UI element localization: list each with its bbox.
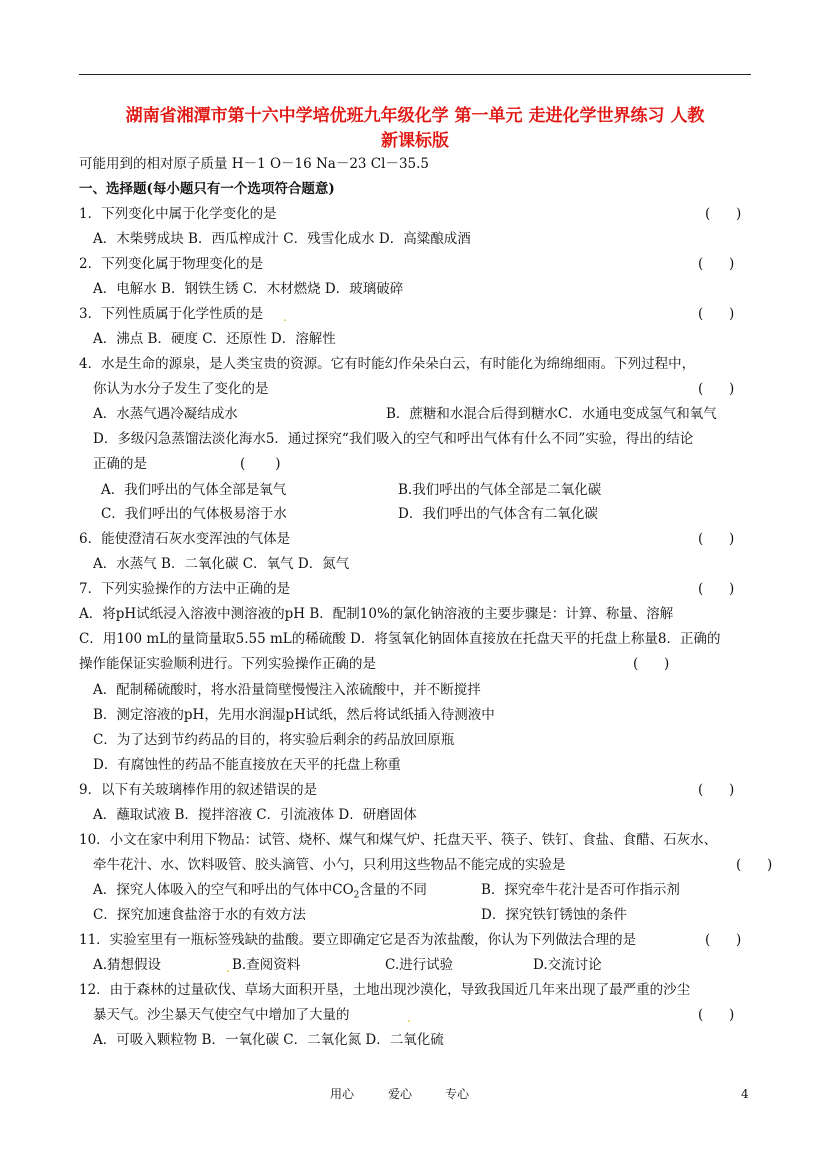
question-4-option-bc: B．蔗糖和水混合后得到糖水C．水通电变成氢气和氧气 — [386, 406, 717, 422]
question-10-option-d: D．探究铁钉锈蚀的条件 — [481, 907, 627, 923]
answer-blank-1: ( ) — [705, 206, 742, 222]
question-10-option-a-text: A．探究人体吸入的空气和呼出的气体中CO — [93, 882, 354, 898]
decorative-dot: . — [226, 961, 230, 975]
answer-blank-5: ( ) — [240, 456, 281, 472]
question-11: 11．实验室里有一瓶标签残缺的盐酸。要立即确定它是否为浓盐酸，你认为下列做法合理的是 — [79, 932, 637, 948]
question-10-option-c: C．探究加速食盐溶于水的有效方法 — [93, 907, 306, 923]
footer-text-1: 用心 — [330, 1087, 355, 1101]
question-10-option-b: B．探究牵牛花汁是否可作指示剂 — [481, 882, 680, 898]
question-2-options: A．电解水 B．钢铁生锈 C．木材燃烧 D．玻璃破碎 — [93, 281, 404, 297]
question-5-option-c: C．我们呼出的气体极易溶于水 — [101, 506, 287, 522]
answer-blank-7: ( ) — [698, 581, 735, 597]
question-5-option-d: D．我们呼出的气体含有二氧化碳 — [398, 506, 598, 522]
atomic-mass-line: 可能用到的相对原子质量 H－1 O－16 Na－23 Cl－35.5 — [79, 156, 430, 172]
question-1-options: A．木柴劈成块 B．西瓜榨成汁 C．残雪化成水 D．高粱酿成酒 — [93, 231, 471, 247]
question-12-line1: 12．由于森林的过量砍伐、草场大面积开垦，土地出现沙漠化，导致我国近几年来出现了最严重的沙尘 — [79, 982, 691, 998]
question-1: 1．下列变化中属于化学变化的是 — [79, 206, 277, 222]
question-6: 6．能使澄清石灰水变浑浊的气体是 — [79, 531, 291, 547]
question-11-option-b: B.查阅资料 — [232, 957, 301, 973]
answer-blank-6: ( ) — [698, 531, 735, 547]
question-8-option-a: A．配制稀硫酸时，将水沿量筒壁慢慢注入浓硫酸中，并不断搅拌 — [93, 682, 481, 698]
decorative-dot: . — [283, 310, 287, 324]
footer-text-2: 爱心 — [388, 1087, 413, 1101]
answer-blank-8: ( ) — [633, 656, 670, 672]
question-9-options: A．蘸取试液 B．搅拌溶液 C．引流液体 D．研磨固体 — [93, 807, 417, 823]
question-6-options: A．水蒸气 B．二氧化碳 C．氧气 D．氮气 — [93, 556, 350, 572]
question-12-line2: 暴天气。沙尘暴天气使空气中增加了大量的 — [93, 1007, 350, 1023]
question-4-line1: 4．水是生命的源泉，是人类宝贵的资源。它有时能幻作朵朵白云，有时能化为绵绵细雨。下列过程中， — [79, 356, 696, 372]
question-10-line2: 牵牛花汁、水、饮料吸管、胶头滴管、小勺，只利用这些物品不能完成的实验是 — [93, 857, 566, 873]
question-10-option-a-tail: 含量的不同 — [359, 882, 427, 898]
question-4-option-d-question-5: D．多级闪急蒸馏法淡化海水5．通过探究“我们吸入的空气和呼出气体有什么不同”实验，得出的结论 — [93, 431, 694, 447]
answer-blank-10: ( ) — [736, 857, 773, 873]
question-12-options: A．可吸入颗粒物 B．一氧化碳 C．二氧化氮 D．二氧化硫 — [93, 1032, 444, 1048]
question-8-option-d: D．有腐蚀性的药品不能直接放在天平的托盘上称重 — [93, 757, 401, 773]
document-title-line1: 湖南省湘潭市第十六中学培优班九年级化学 第一单元 走进化学世界练习 人教 — [125, 106, 705, 126]
decorative-dot: . — [407, 1011, 411, 1025]
question-9: 9．以下有关玻璃棒作用的叙述错误的是 — [79, 782, 318, 798]
answer-blank-3: ( ) — [698, 306, 735, 322]
question-5-option-b: B.我们呼出的气体全部是二氧化碳 — [398, 482, 602, 498]
question-8-option-b: B．测定溶液的pH，先用水润湿pH试纸，然后将试纸插入待测液中 — [93, 707, 495, 723]
document-title-line2: 新课标版 — [381, 131, 449, 151]
question-5-line2: 正确的是 — [93, 456, 147, 472]
answer-blank-4: ( ) — [698, 381, 735, 397]
question-10-option-a — [93, 881, 427, 905]
question-7: 7．下列实验操作的方法中正确的是 — [79, 581, 291, 597]
question-4-option-a: A．水蒸气遇冷凝结成水 — [93, 406, 238, 422]
question-8-option-c: C．为了达到节约药品的目的，将实验后剩余的药品放回原瓶 — [93, 732, 455, 748]
co2-subscript: 2 — [353, 890, 360, 901]
header-rule — [79, 74, 751, 75]
answer-blank-12: ( ) — [698, 1007, 735, 1023]
question-8-line2: 操作能保证实验顺利进行。下列实验操作正确的是 — [79, 656, 376, 672]
question-5-option-a: A．我们呼出的气体全部是氧气 — [101, 482, 287, 498]
answer-blank-9: ( ) — [698, 782, 735, 798]
question-11-option-c: C.进行试验 — [385, 957, 454, 973]
question-3: 3．下列性质属于化学性质的是 — [79, 306, 264, 322]
question-2: 2．下列变化属于物理变化的是 — [79, 256, 264, 272]
page-number: 4 — [741, 1087, 749, 1101]
question-10-line1: 10．小文在家中利用下物品：试管、烧杯、煤气和煤气炉、托盘天平、筷子、铁钉、食盐、食醋、石灰水、 — [79, 832, 718, 848]
answer-blank-11: ( ) — [705, 932, 742, 948]
question-7-options-ab: A．将pH试纸浸入溶液中测溶液的pH B．配制10%的氯化钠溶液的主要步骤是：计算、称量、溶解 — [79, 606, 674, 622]
question-11-option-d: D.交流讨论 — [533, 957, 602, 973]
question-11-option-a: A.猜想假设 — [93, 957, 162, 973]
answer-blank-2: ( ) — [698, 256, 735, 272]
question-3-options: A．沸点 B．硬度 C．还原性 D．溶解性 — [93, 331, 336, 347]
section-heading: 一、选择题(每小题只有一个选项符合题意) — [79, 181, 335, 197]
question-7-options-cd-question-8: C．用100 mL的量筒量取5.55 mL的稀硫酸 D．将氢氧化钠固体直接放在托盘天平的托盘上称量8．正确的 — [79, 631, 721, 647]
footer-text-3: 专心 — [445, 1087, 470, 1101]
question-4-line2: 你认为水分子发生了变化的是 — [93, 381, 269, 397]
